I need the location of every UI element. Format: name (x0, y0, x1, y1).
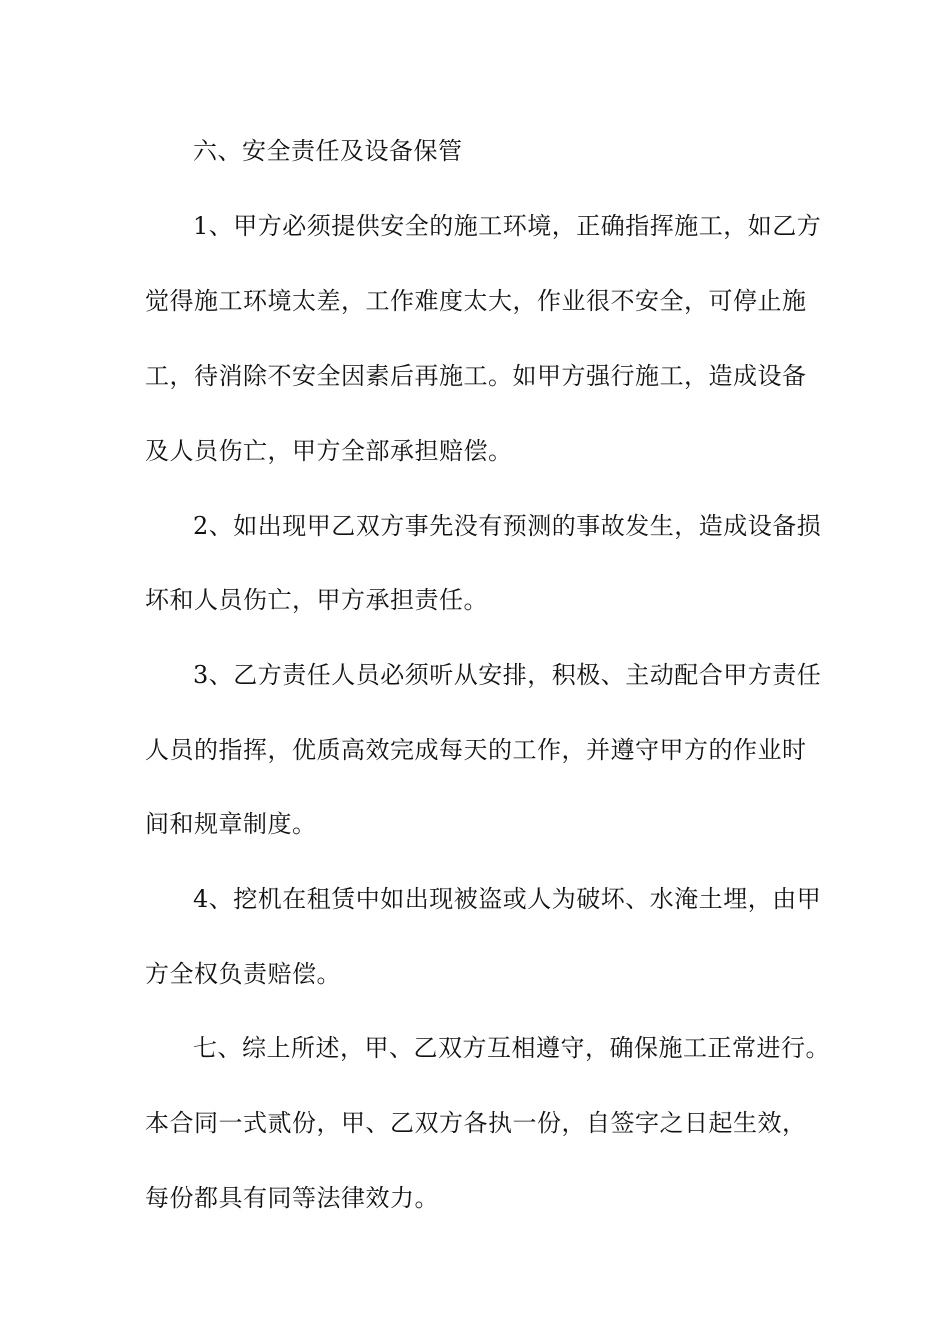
paragraph-line: 间和规章制度。 (145, 810, 317, 838)
paragraph-line: 每份都具有同等法律效力。 (145, 1184, 439, 1212)
paragraph-line: 及人员伤亡，甲方全部承担赔偿。 (145, 437, 513, 465)
paragraph-line: 4、挖机在租赁中如出现被盗或人为破坏、水淹土埋，由甲 (193, 885, 822, 913)
paragraph-line: 本合同一式贰份，甲、乙双方各执一份，自签字之日起生效， (145, 1109, 807, 1137)
paragraph-line: 2、如出现甲乙双方事先没有预测的事故发生，造成设备损 (193, 512, 822, 540)
section-heading-6: 六、安全责任及设备保管 (193, 137, 463, 165)
paragraph-line: 方全权负责赔偿。 (145, 960, 341, 988)
paragraph-line: 人员的指挥，优质高效完成每天的工作，并遵守甲方的作业时 (145, 736, 807, 764)
paragraph-line: 1、甲方必须提供安全的施工环境，正确指挥施工，如乙方 (193, 212, 822, 240)
paragraph-line: 工，待消除不安全因素后再施工。如甲方强行施工，造成设备 (145, 362, 807, 390)
section-heading-7: 七、综上所述，甲、乙双方互相遵守，确保施工正常进行。 (193, 1034, 830, 1062)
paragraph-line: 3、乙方责任人员必须听从安排，积极、主动配合甲方责任 (193, 661, 822, 689)
paragraph-line: 觉得施工环境太差，工作难度太大，作业很不安全，可停止施 (145, 287, 807, 315)
paragraph-line: 坏和人员伤亡，甲方承担责任。 (145, 586, 488, 614)
